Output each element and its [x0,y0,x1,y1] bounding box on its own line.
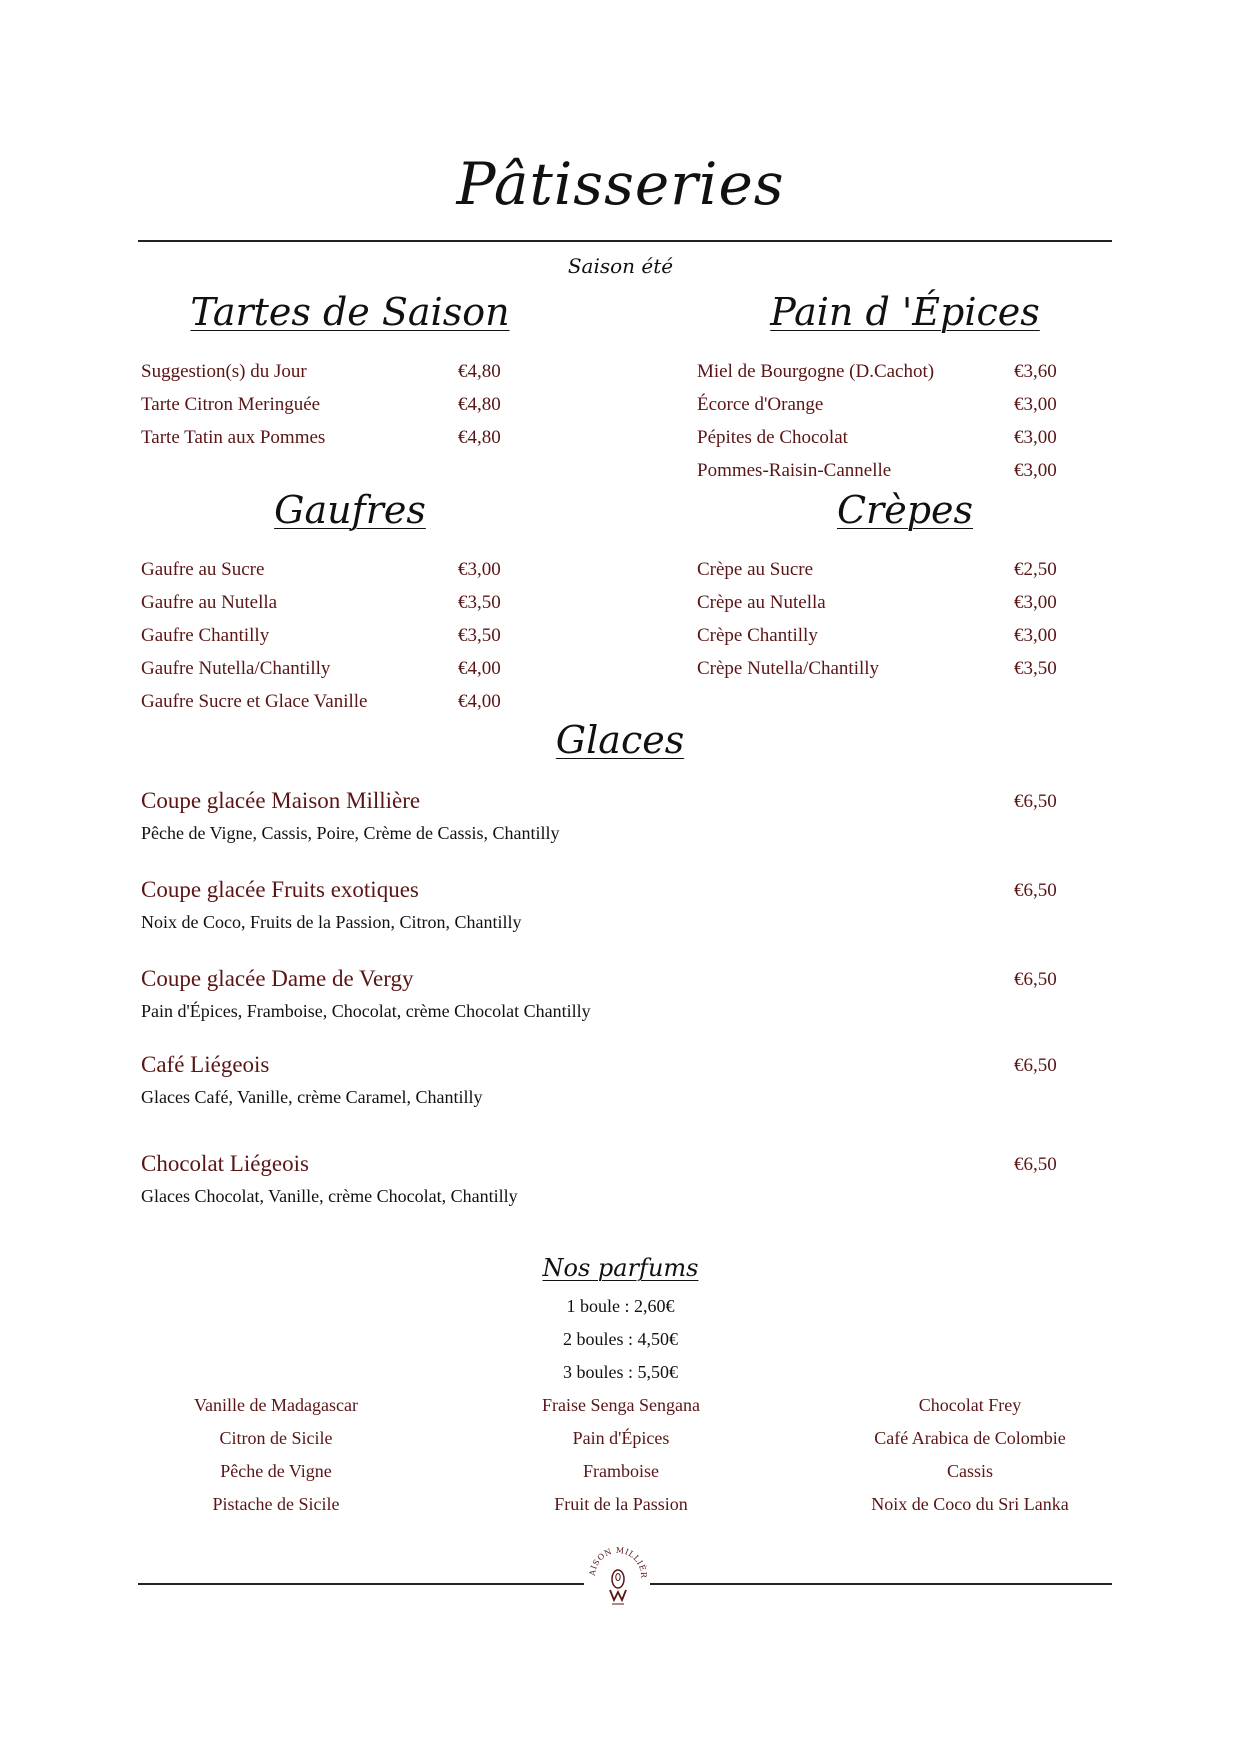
menu-item-price: €4,00 [458,658,501,679]
menu-item-price: €4,80 [458,394,501,415]
sundae-price: €6,50 [1014,969,1057,990]
menu-item-name: Tarte Tatin aux Pommes [141,427,326,448]
section-heading-pain-depices: Pain d 'Épices [770,290,1040,334]
menu-item-price: €3,50 [458,625,501,646]
menu-item-price: €3,00 [1014,394,1057,415]
page-subtitle: Saison été [567,254,674,278]
menu-item-price: €3,50 [1014,658,1057,679]
scoop-price: 3 boules : 5,50€ [563,1362,678,1382]
sundae-price: €6,50 [1014,880,1057,901]
bottom-divider-right [650,1583,1112,1585]
menu-item-name: Tarte Citron Meringuée [141,394,321,415]
flavor-item: Citron de Sicile [219,1428,333,1448]
flavor-item: Pêche de Vigne [220,1461,332,1481]
sundae-description: Noix de Coco, Fruits de la Passion, Citron, Chantilly [141,912,522,932]
flavor-item: Pain d'Épices [572,1428,670,1448]
menu-item-price: €3,00 [1014,592,1057,613]
menu-item-name: Gaufre Sucre et Glace Vanille [141,691,368,712]
section-heading-gaufres: Gaufres [274,488,426,532]
menu-item-price: €3,00 [1014,460,1057,481]
sundae-description: Pêche de Vigne, Cassis, Poire, Crème de Cassis, Chantilly [141,823,560,843]
flavor-item: Chocolat Frey [918,1395,1022,1415]
menu-item-price: €2,50 [1014,559,1057,580]
menu-item-name: Miel de Bourgogne (D.Cachot) [697,361,935,382]
menu-item-price: €4,00 [458,691,501,712]
menu-item-name: Crèpe Nutella/Chantilly [697,658,880,679]
sundae-name: Coupe glacée Dame de Vergy [141,966,414,991]
menu-item-price: €3,50 [458,592,501,613]
menu-item-name: Pépites de Chocolat [697,427,848,448]
flavor-item: Vanille de Madagascar [194,1395,358,1415]
maison-milliere-logo [585,1546,651,1610]
sundae-price: €6,50 [1014,791,1057,812]
scoop-price: 2 boules : 4,50€ [563,1329,678,1349]
sundae-description: Glaces Chocolat, Vanille, crème Chocolat, Chantilly [141,1186,518,1206]
scoop-price: 1 boule : 2,60€ [566,1296,675,1316]
menu-item-name: Crèpe au Sucre [697,559,814,580]
menu-item-name: Suggestion(s) du Jour [141,361,307,382]
sundae-description: Glaces Café, Vanille, crème Caramel, Chantilly [141,1087,483,1107]
sundae-name: Café Liégeois [141,1052,270,1077]
menu-item-name: Gaufre Nutella/Chantilly [141,658,331,679]
bottom-divider-left [138,1583,584,1585]
section-heading-glaces: Glaces [555,718,685,762]
menu-item-price: €3,00 [458,559,501,580]
section-heading-parfums: Nos parfums [542,1254,699,1282]
sundae-description: Pain d'Épices, Framboise, Chocolat, crème Chocolat Chantilly [141,1001,591,1021]
page-title: Pâtisseries [456,150,785,218]
menu-item-name: Gaufre au Sucre [141,559,265,580]
sundae-price: €6,50 [1014,1154,1057,1175]
flavor-item: Café Arabica de Colombie [874,1428,1066,1448]
menu-item-name: Gaufre Chantilly [141,625,270,646]
sundae-name: Coupe glacée Maison Millière [141,788,421,813]
flavor-item: Fraise Senga Sengana [542,1395,700,1415]
flavor-item: Framboise [583,1461,659,1481]
flavor-item: Fruit de la Passion [554,1494,688,1514]
section-heading-tartes: Tartes de Saison [190,290,510,334]
menu-item-price: €4,80 [458,427,501,448]
sundae-name: Coupe glacée Fruits exotiques [141,877,419,902]
flavor-item: Noix de Coco du Sri Lanka [871,1494,1069,1514]
flavor-item: Pistache de Sicile [212,1494,340,1514]
top-divider [138,240,1112,242]
menu-item-price: €4,80 [458,361,501,382]
section-heading-crepes: Crèpes [836,488,974,532]
menu-item-name: Crèpe Chantilly [697,625,818,646]
menu-item-name: Crèpe au Nutella [697,592,826,613]
sundae-name: Chocolat Liégeois [141,1151,309,1176]
menu-item-name: Pommes-Raisin-Cannelle [697,460,892,481]
svg-text:MAISON MILLIÈRE: AISON MILLIÈR [587,1546,649,1579]
menu-item-name: Écorce d'Orange [697,394,824,415]
menu-item-price: €3,60 [1014,361,1057,382]
menu-item-name: Gaufre au Nutella [141,592,278,613]
sundae-price: €6,50 [1014,1055,1057,1076]
menu-item-price: €3,00 [1014,427,1057,448]
flavor-item: Cassis [946,1461,993,1481]
menu-item-price: €3,00 [1014,625,1057,646]
